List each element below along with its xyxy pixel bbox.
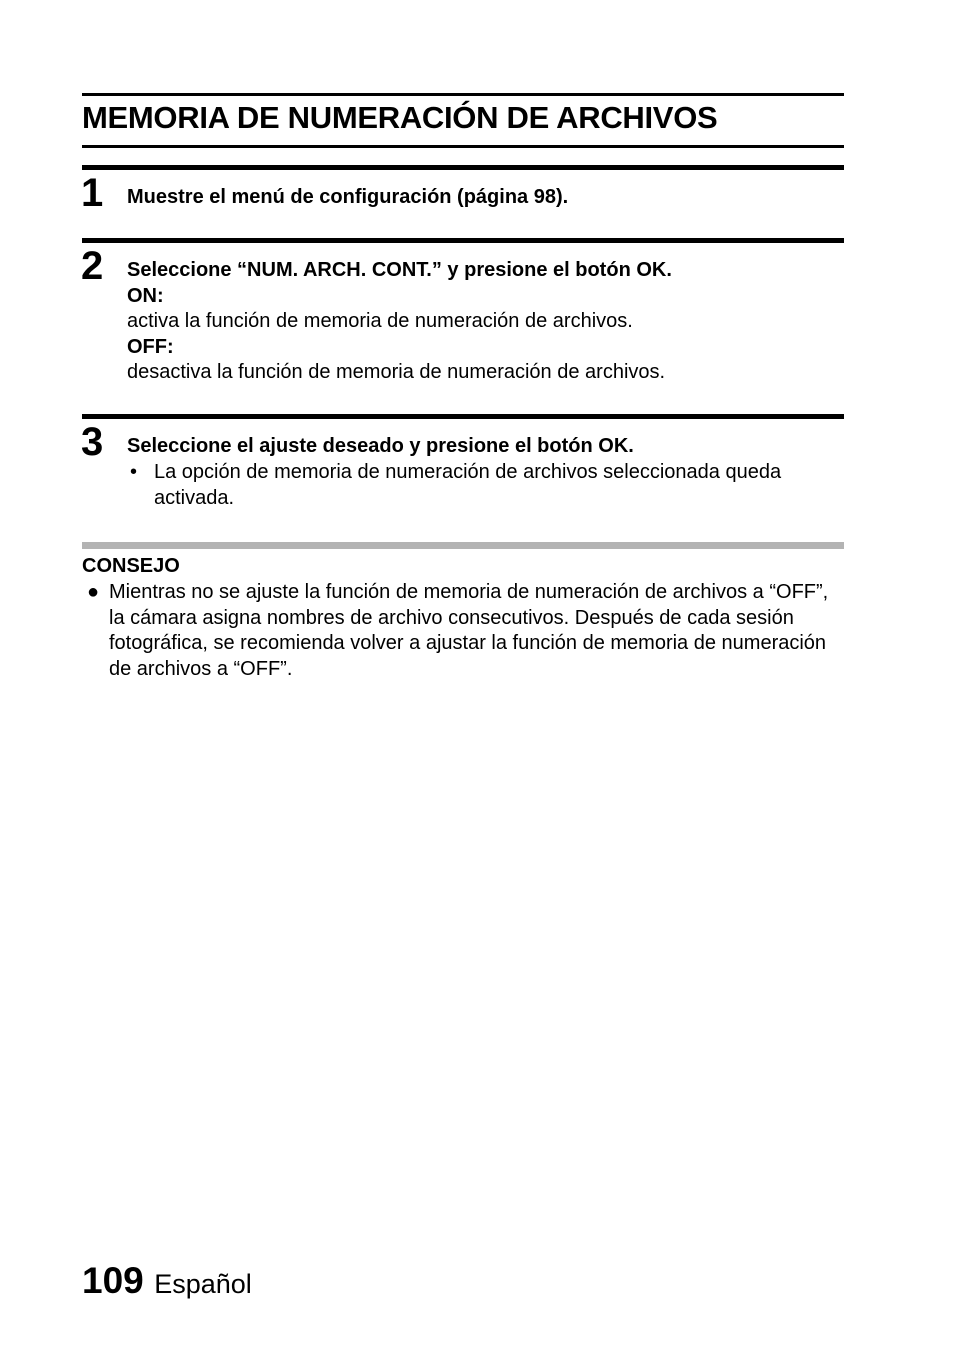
page-title: MEMORIA DE NUMERACIÓN DE ARCHIVOS	[82, 100, 718, 135]
page-footer	[82, 1260, 252, 1302]
step-3-bullet	[127, 460, 837, 511]
step-3-bullet-text: La opción de memoria de numeración de archivos seleccionada queda activada.	[154, 461, 782, 509]
step-1-rule	[82, 165, 844, 170]
option-on-label: ON:	[127, 284, 164, 307]
option-off-description: desactiva la función de memoria de numeración de archivos.	[127, 361, 666, 383]
option-off-label: OFF:	[127, 335, 174, 358]
step-3-heading: Seleccione el ajuste deseado y presione el botón OK.	[127, 435, 634, 457]
title-rule-top	[82, 93, 844, 96]
page-language: Español	[154, 1269, 252, 1299]
page-number: 109	[82, 1260, 144, 1301]
title-rule-bottom	[82, 145, 844, 148]
bullet-dot-icon: •	[130, 461, 138, 483]
tip-item	[82, 580, 844, 682]
tip-text: Mientras no se ajuste la función de memoria de numeración de archivos a “OFF”, la cámara asigna nombres de archivo consecutivos. Después de cada sesión fotográfica, se recomienda volver a ajustar la función de memoria de numeración de archivos a “OFF”.	[109, 581, 829, 680]
step-1-number: 1	[81, 171, 104, 215]
tip-heading: CONSEJO	[82, 555, 180, 577]
step-2-content	[127, 258, 837, 386]
option-on-description: activa la función de memoria de numeración de archivos.	[127, 310, 633, 332]
step-2-rule	[82, 238, 844, 243]
step-3-number: 3	[81, 420, 104, 464]
step-3-rule	[82, 414, 844, 419]
step-2-heading: Seleccione “NUM. ARCH. CONT.” y presione el botón OK.	[127, 259, 672, 281]
step-1-heading: Muestre el menú de configuración (página 98).	[127, 186, 569, 208]
step-2-number: 2	[81, 244, 104, 288]
tip-rule	[82, 542, 844, 549]
bullet-circle-icon: ●	[87, 581, 100, 603]
